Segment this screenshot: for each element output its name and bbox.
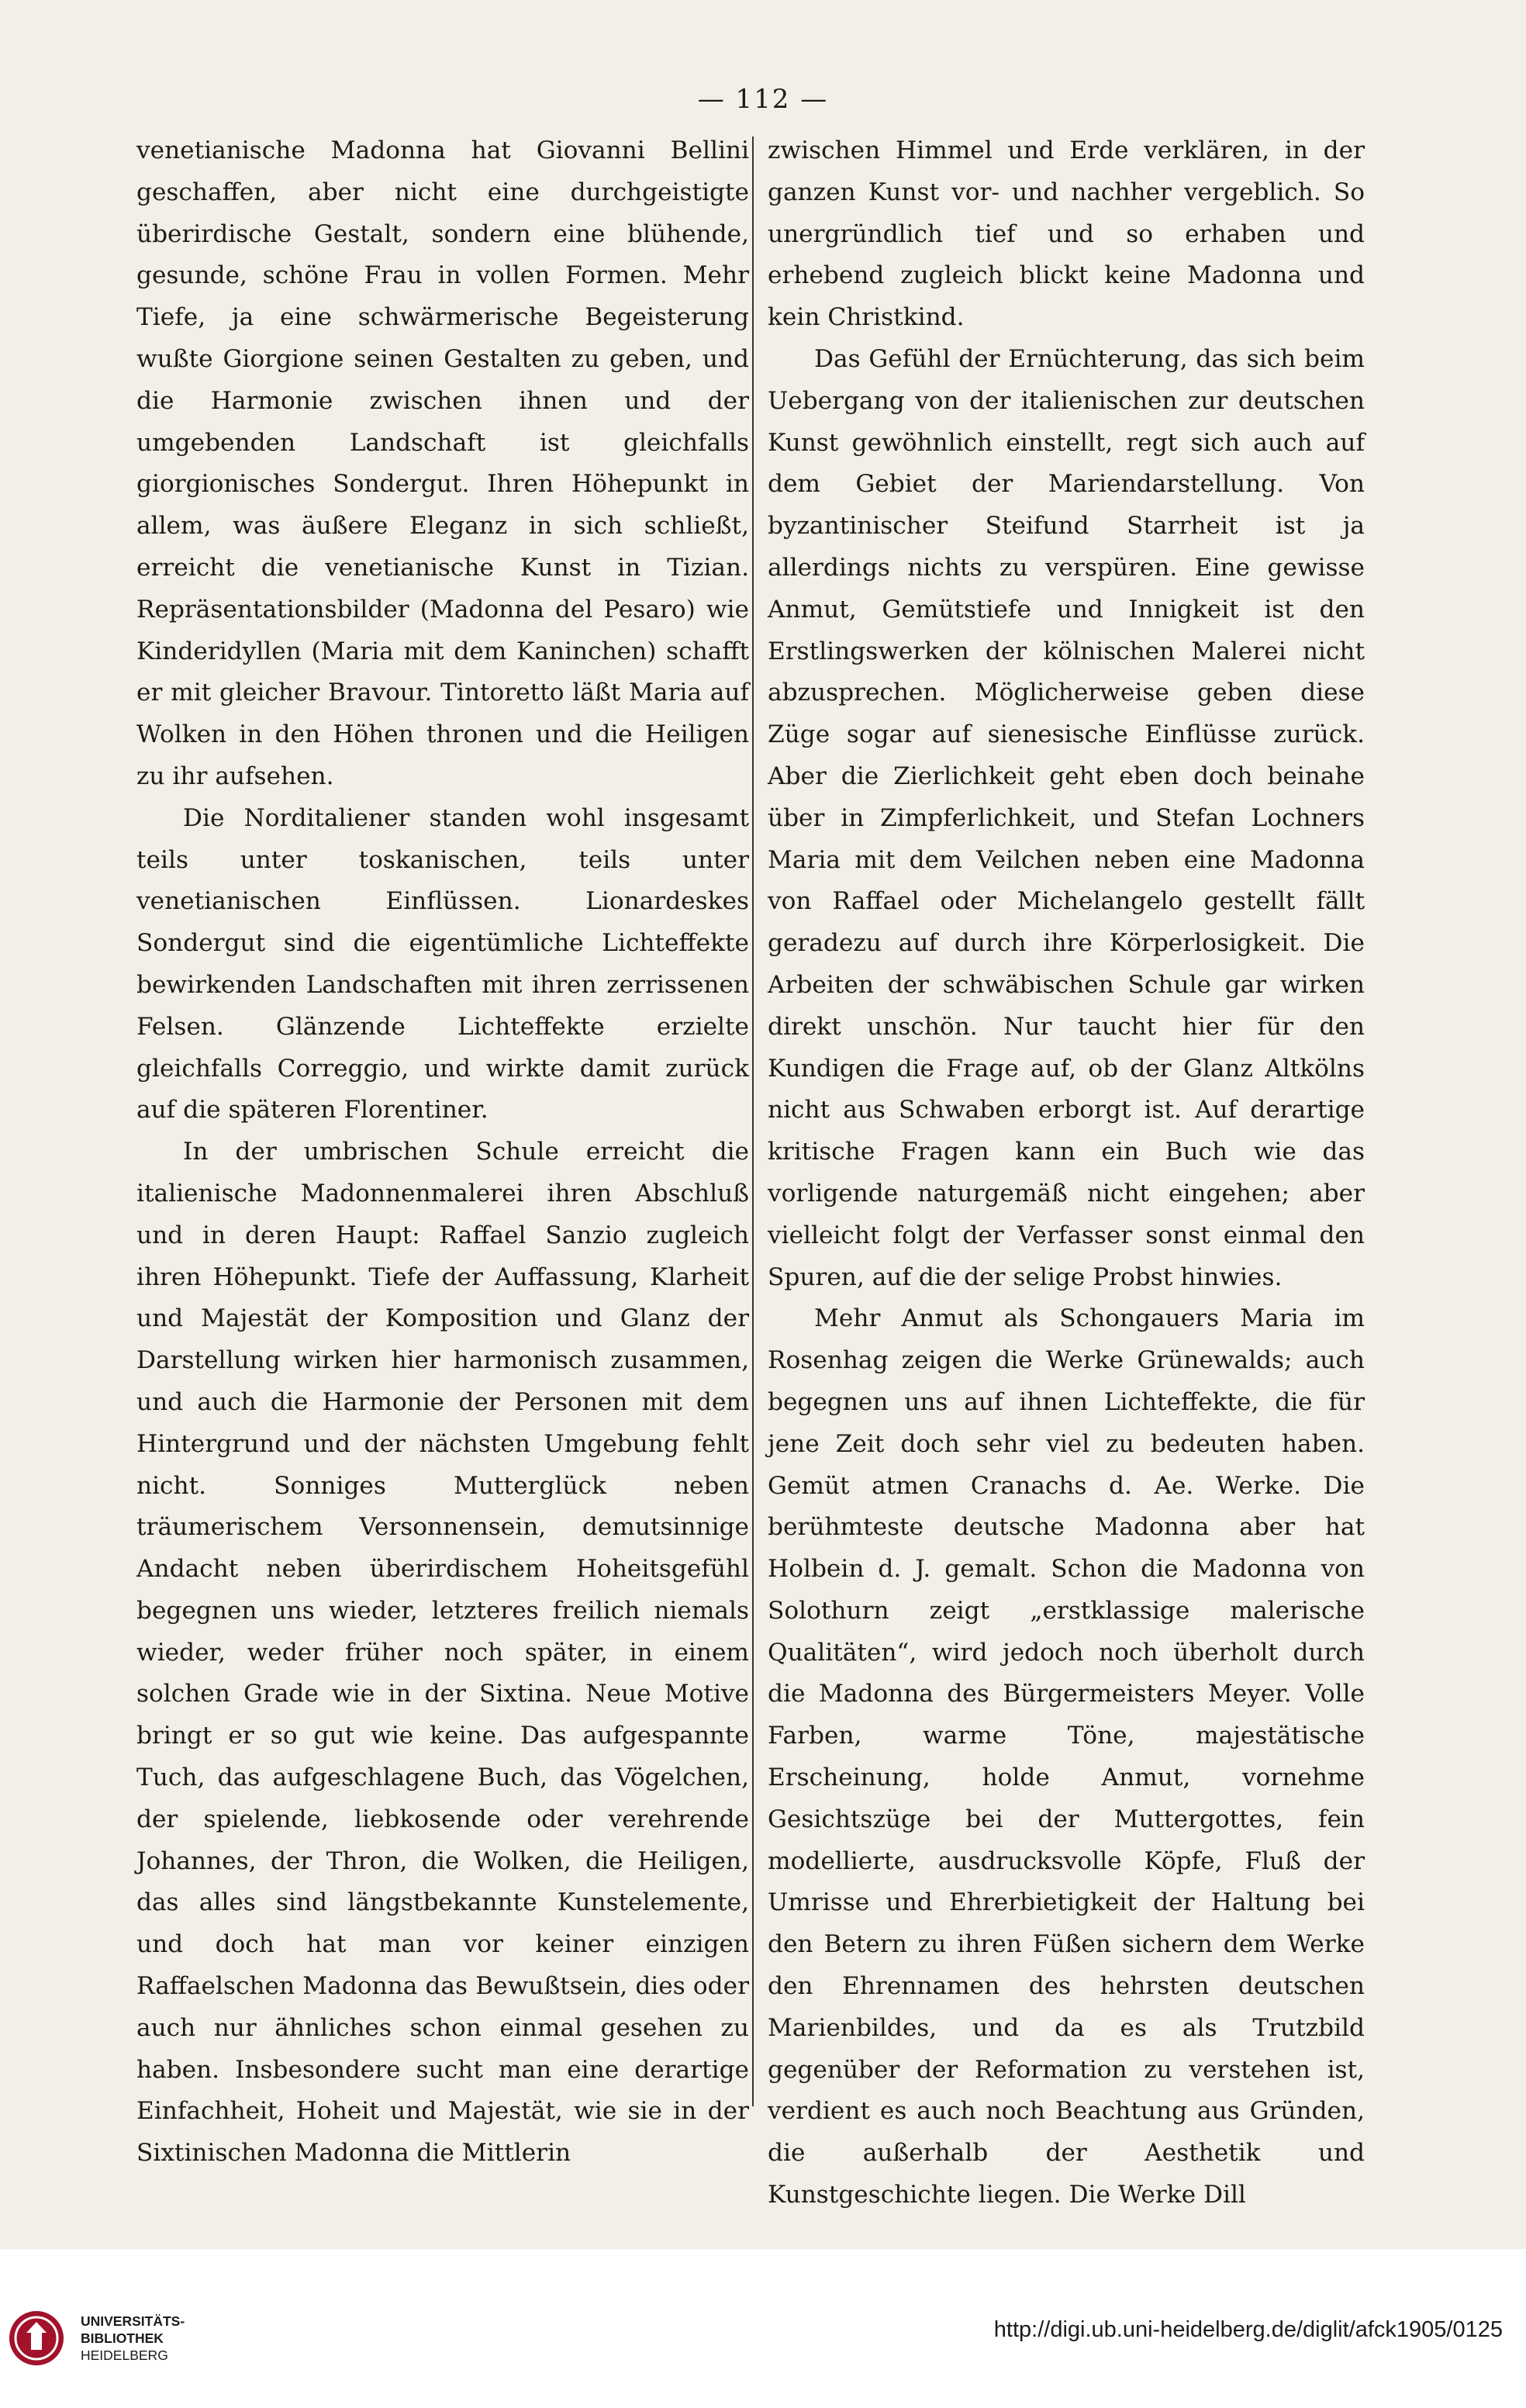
library-footer <box>0 2249 1526 2408</box>
paragraph: Das Gefühl der Ernüchterung, das sich beim Uebergang von der italienischen zur deutschen Kunst gewöhnlich einstellt, regt sich auch auf dem Gebiet der Mariendarstellung. Von byzantinischer Steifund Starrheit ist ja allerdings nichts zu verspüren. Eine gewisse Anmut, Gemütstiefe und Innigkeit ist den Erstlingswerken der kölnischen Malerei nicht abzusprechen. Möglicherweise geben diese Züge sogar auf sienesische Einflüsse zurück. Aber die Zierlichkeit geht eben doch beinahe über in Zimpferlichkeit, und Stefan Lochners Maria mit dem Veilchen neben eine Madonna von Raffael oder Michelangelo gestellt fällt geradezu auf durch ihre Körperlosigkeit. Die Arbeiten der schwäbischen Schule gar wirken direkt unschön. Nur taucht hier für den Kundigen die Frage auf, ob der Glanz Altkölns nicht aus Schwaben erborgt ist. Auf derartige kritische Fragen kann ein Buch wie das vorligende naturgemäß nicht eingehen; aber vielleicht folgt der Verfasser sonst einmal den Spuren, auf die der selige Probst hinwies. <box>768 344 1365 1291</box>
university-seal-icon <box>8 2310 65 2367</box>
paragraph: venetianische Madonna hat Giovanni Bellini geschaffen, aber nicht eine durchgeistigte überirdische Gestalt, sondern eine blühende, gesunde, schöne Frau in vollen Formen. Mehr Tiefe, ja eine schwärmerische Begeisterung wußte Giorgione seinen Gestalten zu geben, und die Harmonie zwischen ihnen und der umgebenden Landschaft ist gleichfalls giorgionisches Sondergut. Ihren Höhepunkt in allem, was äußere Eleganz in sich schließt, erreicht die venetianische Kunst in Tizian. Repräsentationsbilder (Madonna del Pesaro) wie Kinderidyllen (Maria mit dem Kaninchen) schafft er mit gleicher Bravour. Tintoretto läßt Maria auf Wolken in den Höhen thronen und die Heiligen zu ihr aufsehen. <box>136 136 749 790</box>
column-divider <box>752 136 754 2106</box>
paragraph: Mehr Anmut als Schongauers Maria im Rosenhag zeigen die Werke Grünewalds; auch begegnen uns auf ihnen Lichteffekte, die für jene Zeit doch sehr viel zu bedeuten haben. Gemüt atmen Cranachs d. Ae. Werke. Die berühmteste deutsche Madonna aber hat Holbein d. J. gemalt. Schon die Madonna von Solothurn zeigt „erstklassige malerische Qualitäten“, wird jedoch noch überholt durch die Madonna des Bürgermeisters Meyer. Volle Farben, warme Töne, majestätische Erscheinung, holde Anmut, vornehme Gesichtszüge bei der Muttergottes, fein modellierte, ausdrucksvolle Köpfe, Fluß der Umrisse und Ehrerbietigkeit der Haltung bei den Betern zu ihren Füßen sichern dem Werke den Ehrennamen des hehrsten deutschen Marienbildes, und da es als Trutzbild gegenüber der Reformation zu verstehen ist, verdient es auch noch Beachtung aus Gründen, die außerhalb der Aesthetik und Kunstgeschichte liegen. Die Werke Dill <box>768 1304 1365 2209</box>
text-column-right <box>768 130 1365 2216</box>
page-number: — 112 — <box>697 84 829 115</box>
text-column-left <box>136 130 749 2175</box>
paragraph: zwischen Himmel und Erde verklären, in der ganzen Kunst vor- und nachher vergeblich. So unergründlich tief und so erhaben und erhebend zugleich blickt keine Madonna und kein Christkind. <box>768 136 1365 332</box>
library-logo-text <box>81 2313 185 2364</box>
paragraph: In der umbrischen Schule erreicht die italienische Madonnenmalerei ihren Abschluß und in deren Haupt: Raffael Sanzio zugleich ihren Höhepunkt. Tiefe der Auffassung, Klarheit und Majestät der Komposition und Glanz der Darstellung wirken hier harmonisch zusammen, und auch die Harmonie der Personen mit dem Hintergrund und der nächsten Umgebung fehlt nicht. Sonniges Mutterglück neben träumerischem Versonnensein, demutsinnige Andacht neben überirdischem Hoheitsgefühl begegnen uns wieder, letzteres freilich niemals wieder, weder früher noch später, in einem solchen Grade wie in der Sixtina. Neue Motive bringt er so gut wie keine. Das aufgespannte Tuch, das aufgeschlagene Buch, das Vögelchen, der spielende, liebkosende oder verehrende Johannes, der Thron, die Wolken, die Heiligen, das alles sind längstbekannte Kunstelemente, und doch hat man vor keiner einzigen Raffaelschen Madonna das Bewußtsein, dies oder auch nur ähnliches schon einmal gesehen zu haben. Insbesondere sucht man eine derartige Einfachheit, Hoheit und Majestät, wie sie in der Sixtinischen Madonna die Mittlerin <box>136 1138 749 2168</box>
logo-line: BIBLIOTHEK <box>81 2330 164 2346</box>
source-url-link[interactable]: http://digi.ub.uni-heidelberg.de/diglit/afck1905/0125 <box>993 2317 1503 2342</box>
paragraph: Die Norditaliener standen wohl insgesamt teils unter toskanischen, teils unter venetianischen Einflüssen. Lionardeskes Sondergut sind die eigentümliche Lichteffekte bewirkenden Landschaften mit ihren zerrissenen Felsen. Glänzende Lichteffekte erzielte gleichfalls Correggio, und wirkte damit zurück auf die späteren Florentiner. <box>136 803 749 1125</box>
logo-line: HEIDELBERG <box>81 2348 168 2363</box>
logo-line: UNIVERSITÄTS- <box>81 2313 185 2329</box>
